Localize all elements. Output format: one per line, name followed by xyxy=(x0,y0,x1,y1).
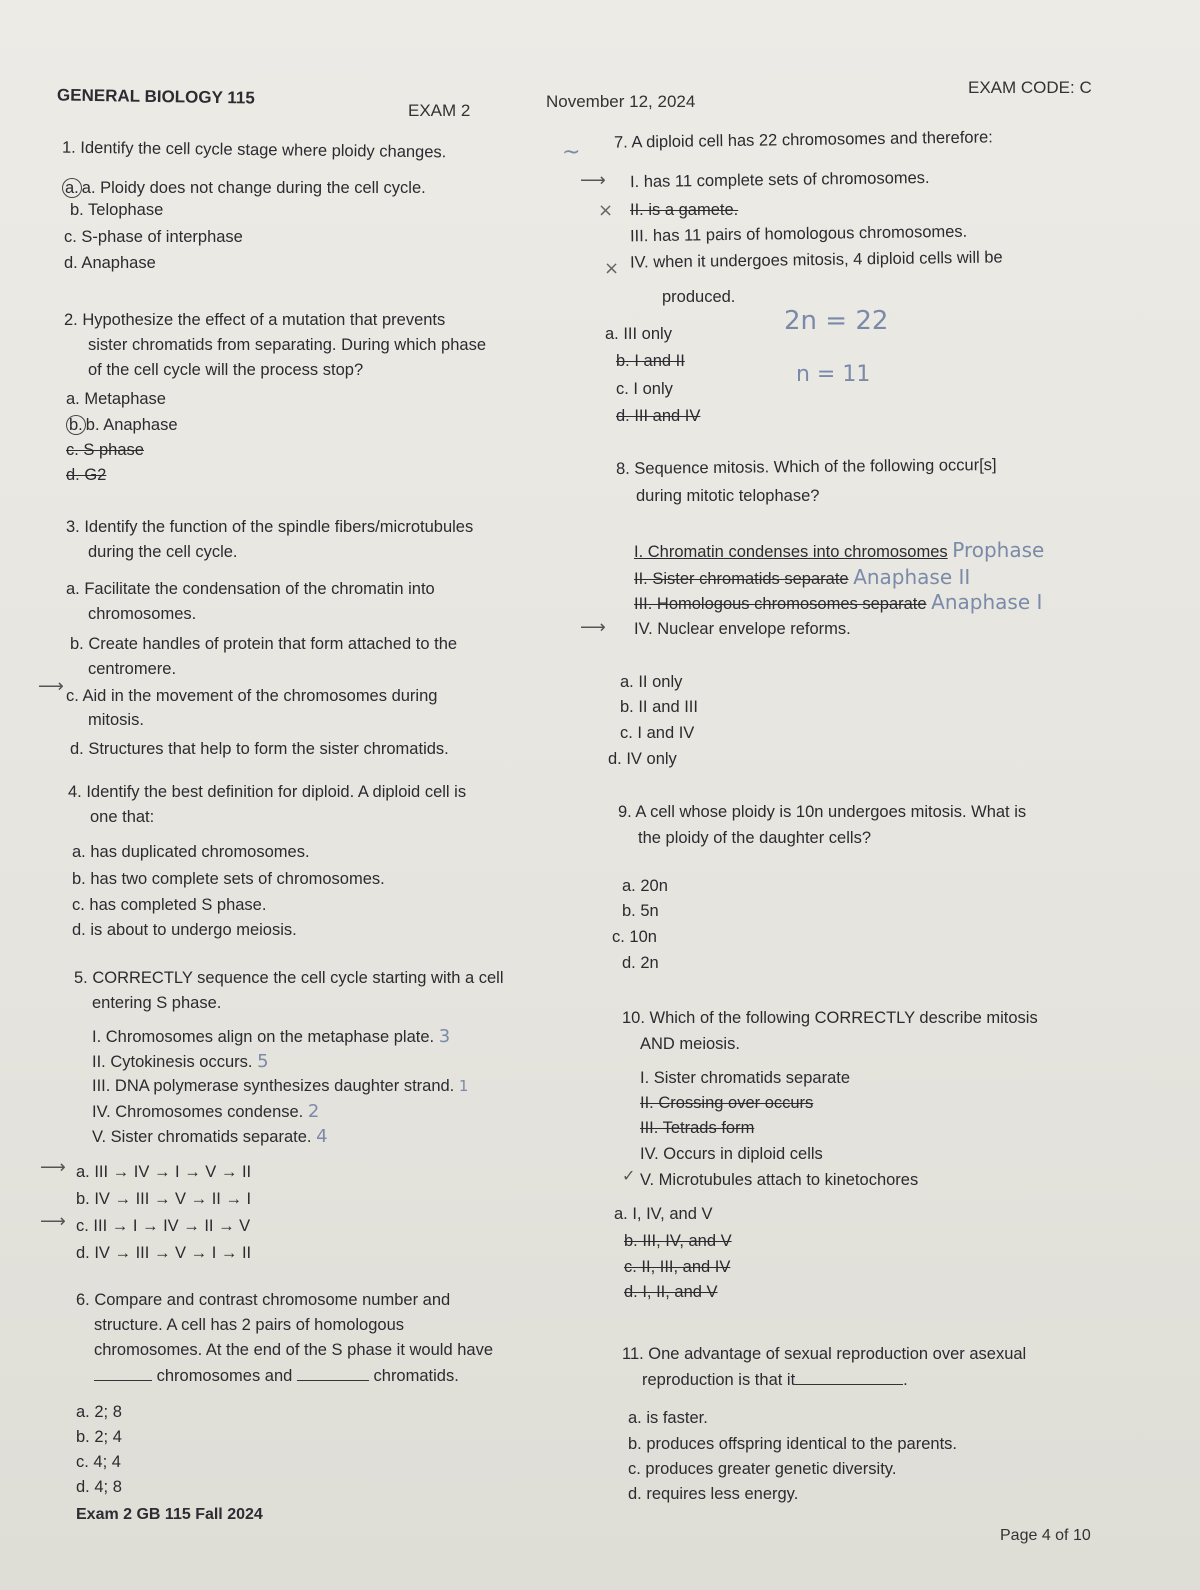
q8-item-4: IV. Nuclear envelope reforms. xyxy=(634,620,851,638)
q3-option-d: d. Structures that help to form the sister chromatids. xyxy=(70,740,449,758)
footer-course: Exam 2 GB 115 Fall 2024 xyxy=(76,1506,263,1523)
q5-item-2: II. Cytokinesis occurs. 5 xyxy=(92,1051,269,1072)
q5-option-c: c. III → I → IV → II → V xyxy=(76,1217,251,1235)
q3-option-b: b. Create handles of protein that form attached to the xyxy=(70,635,458,653)
question-1: 1. Identify the cell cycle stage where ploidy changes. xyxy=(61,138,447,162)
q10-option-a: a. I, IV, and V xyxy=(614,1205,713,1223)
q9-option-b: b. 5n xyxy=(622,902,659,920)
q1-option-d: d. Anaphase xyxy=(64,254,156,272)
q10-option-c: c. II, III, and IV xyxy=(624,1258,731,1276)
exam-number: EXAM 2 xyxy=(408,101,471,120)
q7-option-a: a. III only xyxy=(605,325,672,343)
q2-option-a: a. Metaphase xyxy=(66,390,166,408)
question-6-line-2: structure. A cell has 2 pairs of homologous xyxy=(94,1316,405,1334)
question-10-line-1: 10. Which of the following CORRECTLY describe mitosis xyxy=(622,1009,1038,1027)
q5-option-a: a. III → IV → I → V → II xyxy=(76,1163,252,1181)
q8-item-1: I. Chromatin condenses into chromosomes Prophase xyxy=(634,538,1045,562)
q11-option-c: c. produces greater genetic diversity. xyxy=(628,1460,897,1478)
question-4-line-2: one that: xyxy=(90,808,155,826)
cross-mark: × xyxy=(604,258,620,279)
page-number: Page 4 of 10 xyxy=(1000,1527,1091,1544)
q7-item-1: I. has 11 complete sets of chromosomes. xyxy=(629,168,930,192)
question-5-line-2: entering S phase. xyxy=(92,994,222,1012)
q8-item-2: II. Sister chromatids separate Anaphase II xyxy=(634,565,971,589)
tilde-mark: ~ xyxy=(562,140,581,165)
q6-option-d: d. 4; 8 xyxy=(76,1478,122,1496)
question-9-line-1: 9. A cell whose ploidy is 10n undergoes mitosis. What is xyxy=(618,803,1027,821)
question-5-line-1: 5. CORRECTLY sequence the cell cycle starting with a cell xyxy=(74,969,504,987)
arrow-mark: ⟶ xyxy=(38,676,64,697)
q11-option-a: a. is faster. xyxy=(628,1409,708,1427)
q3-option-a-cont: chromosomes. xyxy=(88,605,197,623)
arrow-mark: ⟶ xyxy=(40,1211,66,1232)
q10-item-5: V. Microtubules attach to kinetochores xyxy=(640,1171,919,1189)
q10-option-d: d. I, II, and V xyxy=(624,1283,718,1301)
q5-item-3: III. DNA polymerase synthesizes daughter strand. 1 xyxy=(92,1077,469,1095)
q5-item-1: I. Chromosomes align on the metaphase plate. 3 xyxy=(92,1026,451,1047)
q3-option-b-cont: centromere. xyxy=(88,660,177,678)
q1-option-a: a. a. Ploidy does not change during the cell cycle. xyxy=(62,176,426,201)
q7-option-d: d. III and IV xyxy=(616,407,701,425)
q7-item-4: IV. when it undergoes mitosis, 4 diploid cells will be xyxy=(629,248,1003,272)
check-mark: ✓ xyxy=(622,1166,636,1185)
q5-item-5: V. Sister chromatids separate. 4 xyxy=(92,1126,328,1147)
q10-item-2: II. Crossing over occurs xyxy=(640,1094,814,1112)
q4-option-c: c. has completed S phase. xyxy=(72,896,267,914)
question-8-line-1: 8. Sequence mitosis. Which of the following occur[s] xyxy=(615,456,997,478)
q3-option-a: a. Facilitate the condensation of the chromatin into xyxy=(66,580,435,598)
question-11-line-2: reproduction is that it . xyxy=(642,1371,908,1389)
question-11-line-1: 11. One advantage of sexual reproduction over asexual xyxy=(622,1345,1027,1363)
q9-option-d: d. 2n xyxy=(622,954,659,972)
question-2-line-1: 2. Hypothesize the effect of a mutation that prevents xyxy=(64,311,446,329)
question-9-line-2: the ploidy of the daughter cells? xyxy=(638,829,871,847)
q8-option-b: b. II and III xyxy=(620,698,698,716)
arrow-mark: ⟶ xyxy=(580,170,606,191)
question-3-line-1: 3. Identify the function of the spindle fibers/microtubules xyxy=(66,518,474,536)
q4-option-b: b. has two complete sets of chromosomes. xyxy=(72,870,385,888)
question-6-blank-line: chromosomes and chromatids. xyxy=(94,1364,459,1388)
question-2-line-2: sister chromatids from separating. During which phase xyxy=(88,336,487,354)
q7-option-b: b. I and II xyxy=(616,352,685,370)
note-n: n = 11 xyxy=(796,362,871,387)
q10-item-1: I. Sister chromatids separate xyxy=(640,1069,851,1087)
q2-option-b: b. b. Anaphase xyxy=(66,413,178,438)
exam-code: EXAM CODE: C xyxy=(968,78,1092,97)
q4-option-d: d. is about to undergo meiosis. xyxy=(72,921,297,939)
question-4-line-1: 4. Identify the best definition for diploid. A diploid cell is xyxy=(68,783,467,801)
note-2n: 2n = 22 xyxy=(784,306,889,336)
q8-option-d: d. IV only xyxy=(608,750,677,768)
q6-option-b: b. 2; 4 xyxy=(76,1428,122,1446)
q7-item-3: III. has 11 pairs of homologous chromosomes. xyxy=(629,222,968,246)
q1-option-c: c. S-phase of interphase xyxy=(64,228,243,246)
q3-option-c: c. Aid in the movement of the chromosomes during xyxy=(66,687,438,705)
question-2-line-3: of the cell cycle will the process stop? xyxy=(88,361,364,379)
q5-option-b: b. IV → III → V → II → I xyxy=(76,1190,252,1208)
q3-option-c-cont: mitosis. xyxy=(88,711,144,729)
cross-mark: × xyxy=(598,200,614,221)
q8-option-c: c. I and IV xyxy=(620,724,695,742)
q5-item-4: IV. Chromosomes condense. 2 xyxy=(92,1101,320,1122)
q7-option-c: c. I only xyxy=(616,380,673,398)
q2-option-c: c. S phase xyxy=(66,441,144,459)
q10-option-b: b. III, IV, and V xyxy=(624,1232,732,1250)
question-6-line-3: chromosomes. At the end of the S phase it would have xyxy=(94,1341,493,1359)
q6-option-a: a. 2; 8 xyxy=(76,1403,122,1421)
question-6-line-1: 6. Compare and contrast chromosome number and xyxy=(76,1291,451,1309)
arrow-mark: ⟶ xyxy=(580,617,606,638)
q11-option-d: d. requires less energy. xyxy=(628,1485,799,1503)
exam-date: November 12, 2024 xyxy=(546,92,696,111)
question-8-line-2: during mitotic telophase? xyxy=(636,487,820,505)
q6-option-c: c. 4; 4 xyxy=(76,1453,121,1471)
question-10-line-2: AND meiosis. xyxy=(640,1035,740,1053)
arrow-mark: ⟶ xyxy=(40,1157,66,1178)
q4-option-a: a. has duplicated chromosomes. xyxy=(72,843,310,861)
question-7: 7. A diploid cell has 22 chromosomes and therefore: xyxy=(613,128,993,152)
q10-item-3: III. Tetrads form xyxy=(640,1119,755,1137)
question-3-line-2: during the cell cycle. xyxy=(88,543,238,561)
course-title: GENERAL BIOLOGY 115 xyxy=(56,85,255,108)
q11-option-b: b. produces offspring identical to the parents. xyxy=(628,1435,957,1453)
q1-option-b: b. Telophase xyxy=(70,201,164,219)
q10-item-4: IV. Occurs in diploid cells xyxy=(640,1145,823,1163)
q5-option-d: d. IV → III → V → I → II xyxy=(76,1244,252,1262)
q9-option-c: c. 10n xyxy=(612,928,657,946)
q2-option-d: d. G2 xyxy=(66,466,107,484)
q9-option-a: a. 20n xyxy=(622,877,668,895)
q8-option-a: a. II only xyxy=(620,673,683,691)
q7-item-4-cont: produced. xyxy=(662,288,736,306)
q8-item-3: III. Homologous chromosomes separate Anaphase I xyxy=(634,590,1043,614)
q7-item-2: II. is a gamete. xyxy=(630,201,739,219)
